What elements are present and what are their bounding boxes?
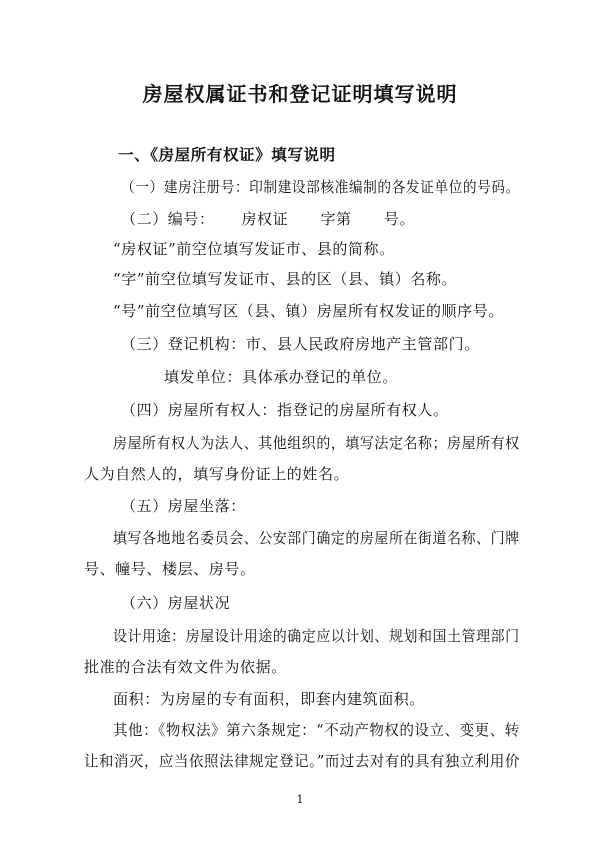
document-title: 房屋权属证书和登记证明填写说明: [142, 82, 458, 106]
paragraph-line: “房权证”前空位填写发证市、县的简称。: [113, 240, 395, 258]
paragraph-line: 房屋所有权人为法人、其他组织的，填写法定名称；房屋所有权: [113, 434, 520, 452]
paragraph-line: （五）房屋坐落：: [121, 497, 246, 515]
paragraph-line: 人为自然人的，填写身份证上的姓名。: [84, 465, 350, 483]
paragraph-line: 填写各地地名委员会、公安部门确定的房屋所在街道名称、门牌: [113, 529, 520, 547]
paragraph-line: （四）房屋所有权人：指登记的房屋所有权人。: [121, 401, 449, 419]
section-heading: 一、《房屋所有权证》填写说明: [118, 145, 336, 164]
paragraph-line: （三）登记机构：市、县人民政府房地产主管部门。: [121, 335, 480, 353]
paragraph-line: 其他：《物权法》第六条规定：“不动产物权的设立、变更、转: [113, 721, 520, 739]
paragraph-line: 填发单位：具体承办登记的单位。: [164, 368, 399, 386]
paragraph-line: （一）建房注册号：印制建设部核准编制的各发证单位的号码。: [121, 178, 520, 196]
paragraph-line: “字”前空位填写发证市、县的区（县、镇）名称。: [113, 270, 458, 288]
paragraph-line: 面积：为房屋的专有面积，即套内建筑面积。: [113, 690, 426, 708]
paragraph-line: （二）编号： 房权证 字第 号。: [121, 210, 416, 228]
paragraph-line: （六）房屋状况: [121, 594, 231, 612]
paragraph-line: 批准的合法有效文件为依据。: [84, 658, 287, 676]
paragraph-line: “号”前空位填写区（县、镇）房屋所有权发证的顺序号。: [113, 302, 504, 320]
page-number: 1: [296, 793, 304, 806]
paragraph-line: 让和消灭，应当依照法律规定登记。”而过去对有的具有独立利用价: [84, 752, 520, 770]
paragraph-line: 号、幢号、楼层、房号。: [84, 560, 256, 578]
paragraph-line: 设计用途：房屋设计用途的确定应以计划、规划和国土管理部门: [113, 627, 520, 645]
